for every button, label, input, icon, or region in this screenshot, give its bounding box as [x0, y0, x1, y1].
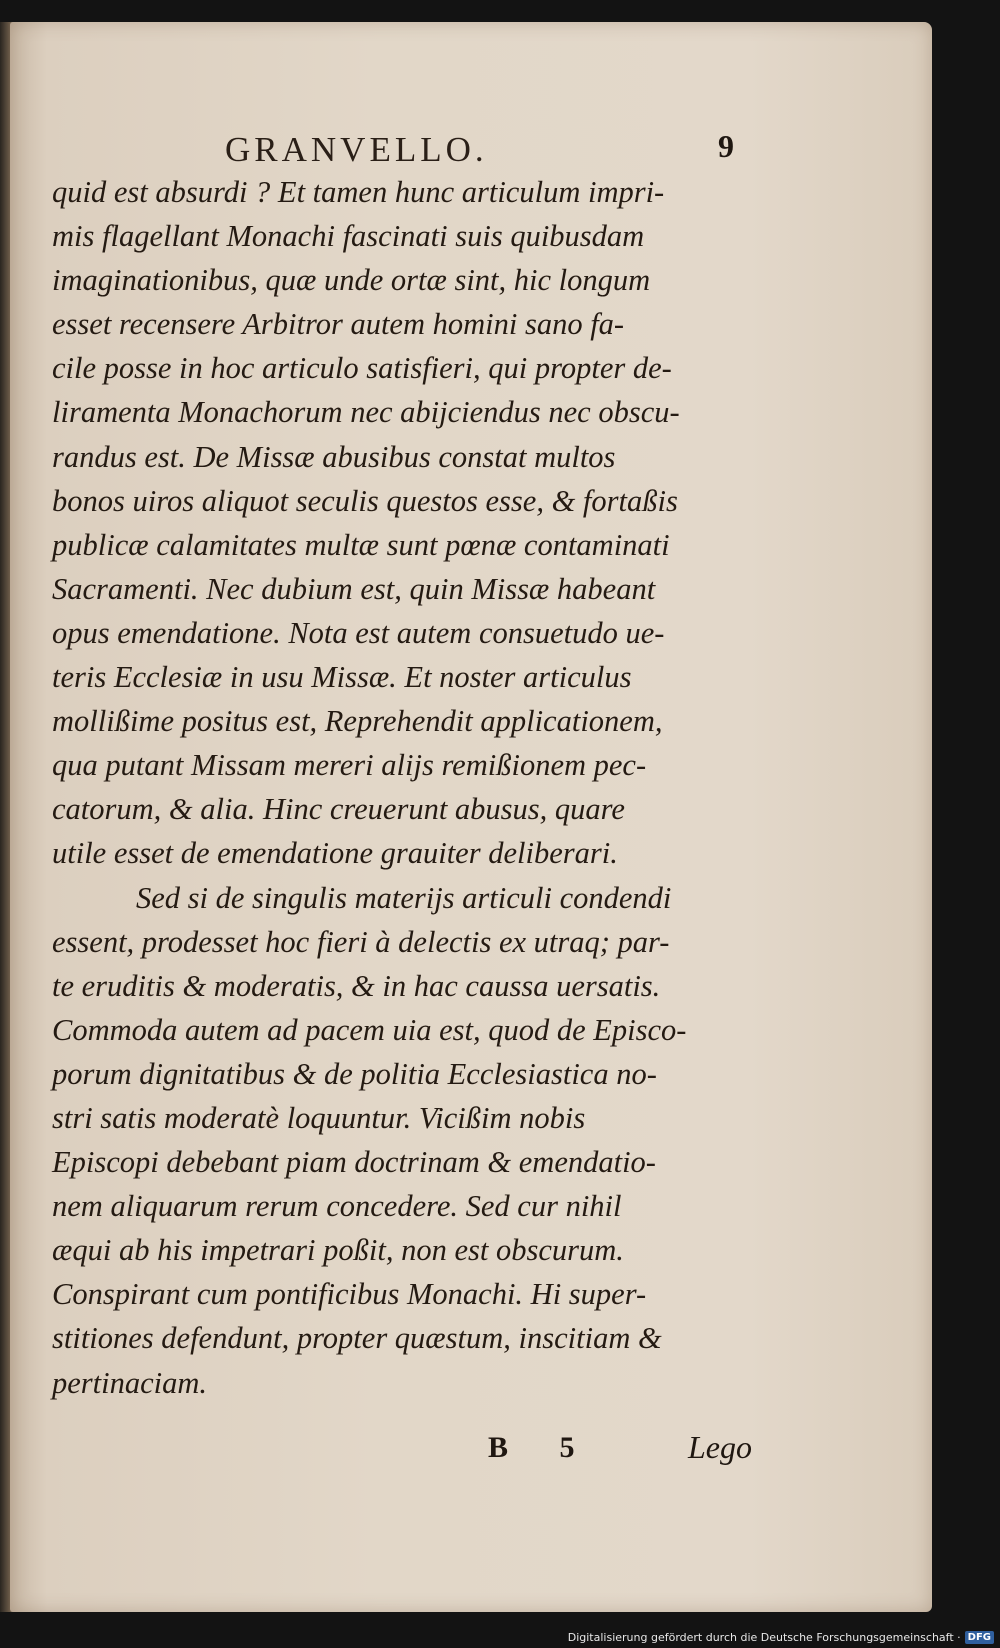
text-line: teris Ecclesiæ in usu Missæ. Et noster articulus: [52, 660, 632, 695]
book-page: [10, 22, 932, 1612]
digitization-credit-text: Digitalisierung gefördert durch die Deutsche Forschungsgemeinschaft ·: [567, 1630, 961, 1644]
text-line: essent, prodesset hoc fieri à delectis ex utraq; par-: [52, 924, 670, 959]
text-line: Conspirant cum pontificibus Monachi. Hi super-: [52, 1277, 647, 1312]
digitization-credit: [568, 1627, 994, 1647]
text-line: pertinaciam.: [52, 1365, 208, 1400]
catchword: Lego: [688, 1429, 752, 1465]
signature-mark: B 5: [488, 1431, 597, 1464]
page-number: 9: [718, 128, 734, 164]
text-line: opus emendatione. Nota est autem consuetudo ue-: [52, 615, 665, 650]
text-line: Episcopi debebant piam doctrinam & emendatio-: [52, 1145, 656, 1180]
page-header: [10, 110, 932, 170]
text-line: qua putant Missam mereri alijs remißionem pec-: [52, 748, 647, 783]
text-line: porum dignitatibus & de politia Ecclesiastica no-: [52, 1056, 657, 1091]
text-line: liramenta Monachorum nec abijciendus nec obscu-: [52, 395, 680, 430]
text-line: Commoda autem ad pacem uia est, quod de Episco-: [52, 1012, 687, 1047]
text-line: bonos uiros aliquot seculis questos esse, & fortaßis: [52, 483, 678, 518]
text-line: mis flagellant Monachi fascinati suis quibusdam: [52, 219, 645, 254]
text-line: Sacramenti. Nec dubium est, quin Missæ habeant: [52, 571, 656, 606]
text-line: imaginationibus, quæ unde ortæ sint, hic longum: [52, 263, 651, 298]
text-line: cile posse in hoc articulo satisfieri, qui propter de-: [52, 351, 672, 386]
text-line: æqui ab his impetrari poßit, non est obscurum.: [52, 1233, 624, 1268]
text-line: stitiones defendunt, propter quæstum, inscitiam &: [52, 1321, 662, 1356]
text-line: catorum, & alia. Hinc creuerunt abusus, quare: [52, 792, 625, 827]
page-footer: [10, 1427, 932, 1477]
body-text: [52, 170, 772, 1405]
text-line: randus est. De Missæ abusibus constat multos: [52, 439, 616, 474]
running-head: GRANVELLO.: [225, 130, 488, 169]
text-line: utile esset de emendatione grauiter deliberari.: [52, 836, 618, 871]
text-line: mollißime positus est, Reprehendit applicationem,: [52, 704, 663, 739]
text-line: nem aliquarum rerum concedere. Sed cur nihil: [52, 1189, 622, 1224]
text-line: quid est absurdi ? Et tamen hunc articulum impri-: [52, 175, 665, 209]
text-line: te eruditis & moderatis, & in hac caussa uersatis.: [52, 968, 661, 1003]
dfg-logo: DFG: [965, 1631, 994, 1644]
text-line: esset recensere Arbitror autem homini sano fa-: [52, 307, 625, 342]
text-line: publicæ calamitates multæ sunt pœnæ contaminati: [52, 527, 670, 562]
text-line: stri satis moderatè loquuntur. Vicißim nobis: [52, 1100, 586, 1135]
text-line: Sed si de singulis materijs articuli condendi: [136, 880, 672, 915]
